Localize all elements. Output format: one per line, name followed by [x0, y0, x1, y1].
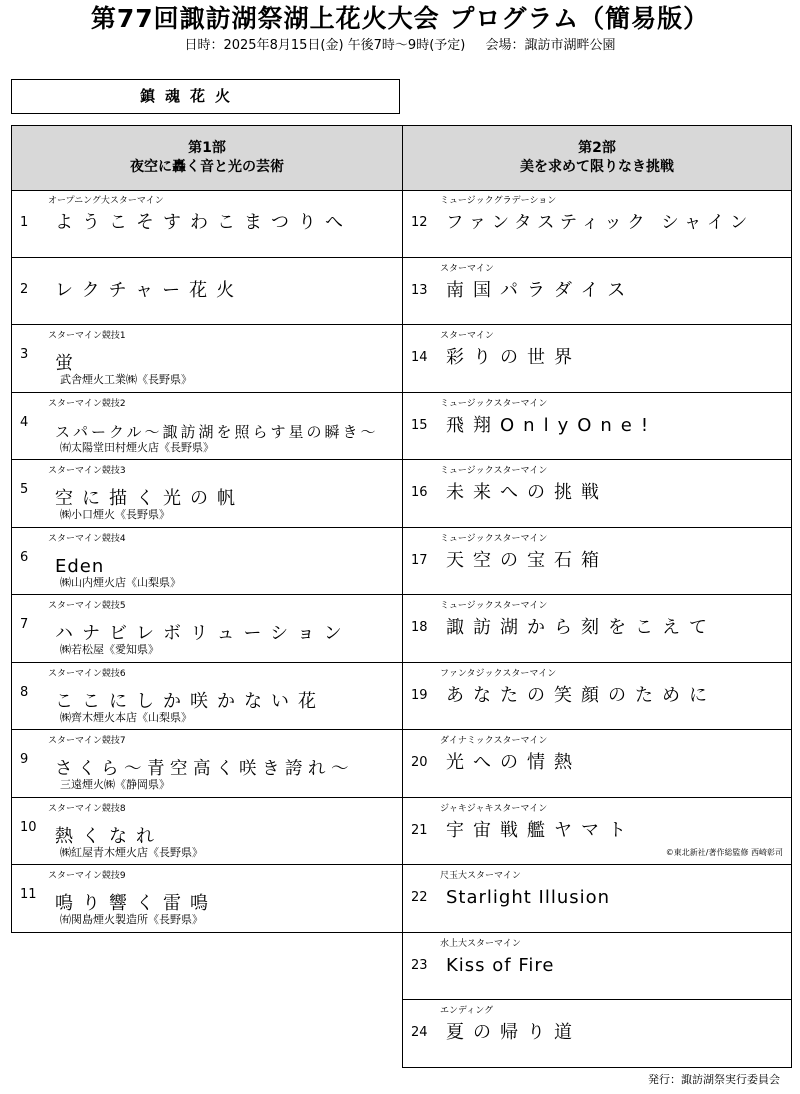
fireworks-maker: ㈲関島煙火製造所《長野県》	[60, 913, 203, 926]
program-title: 南国パラダイス	[446, 279, 635, 301]
program-number: 3	[20, 347, 29, 362]
program-number: 18	[411, 620, 428, 635]
fireworks-maker: 武舎煙火工業㈱《長野県》	[60, 373, 192, 386]
program-item	[402, 258, 792, 326]
program-category: スターマイン	[440, 331, 494, 341]
program-item	[11, 865, 403, 933]
program-title: 彩りの世界	[446, 347, 581, 368]
program-item	[402, 528, 792, 596]
program-category: ジャキジャキスターマイン	[440, 803, 548, 814]
program-number: 1	[20, 215, 29, 230]
program-title: ハナビレボリューション	[55, 623, 351, 644]
program-category: スターマイン	[440, 263, 494, 274]
program-category: スターマイン競技9	[48, 871, 126, 881]
program-category: スターマイン競技1	[48, 331, 126, 341]
program-item	[402, 865, 792, 933]
program-item	[402, 460, 792, 528]
part1-heading: 第1部	[188, 140, 226, 156]
program-title: 未来への挑戦	[446, 482, 608, 503]
program-item	[402, 595, 792, 663]
program-category: スターマイン競技3	[48, 466, 126, 476]
program-title: ファンタスティック シャイン	[446, 213, 753, 233]
program-category: ミュージックスターマイン	[440, 398, 548, 409]
fireworks-maker: ㈱齊木煙火本店《山梨県》	[60, 710, 192, 724]
program-number: 22	[411, 890, 428, 905]
program-number: 19	[411, 687, 428, 703]
program-title: Kiss of Fire	[446, 954, 555, 976]
program-number: 13	[411, 282, 428, 298]
program-category: スターマイン競技4	[48, 533, 126, 544]
part2-program-list	[402, 190, 792, 1068]
program-number: 11	[20, 887, 37, 902]
program-number: 7	[20, 617, 29, 632]
fireworks-maker: ㈱小口煙火《長野県》	[60, 508, 170, 521]
program-item	[402, 730, 792, 798]
part1-program-list	[11, 190, 403, 933]
program-category: ミュージックスターマイン	[440, 533, 548, 544]
fireworks-maker: ㈱若松屋《愛知県》	[60, 643, 159, 656]
event-venue: 会場：諏訪市湖畔公園	[485, 38, 616, 53]
program-item	[11, 595, 403, 663]
program-title: Eden	[55, 555, 105, 577]
program-number: 2	[20, 281, 29, 297]
program-number: 14	[411, 350, 428, 365]
program-item	[402, 325, 792, 393]
program-number: 6	[20, 549, 29, 565]
program-item	[11, 460, 403, 528]
program-category: ミュージックグラデーション	[440, 196, 557, 206]
program-item	[11, 325, 403, 393]
copyright-credit: ©東北新社/著作総監修 西崎彰司	[665, 847, 783, 857]
program-title: スパークル～諏訪湖を照らす星の瞬き～	[55, 422, 379, 441]
program-number: 23	[411, 957, 428, 973]
program-category: 尺玉大スターマイン	[440, 871, 521, 881]
program-number: 24	[411, 1025, 428, 1040]
event-info	[0, 37, 800, 55]
program-title: 諏訪湖から刻をこえて	[446, 617, 716, 638]
program-number: 20	[411, 755, 428, 770]
program-category: ダイナミックスターマイン	[440, 736, 548, 746]
program-title: 天空の宝石箱	[446, 549, 608, 571]
program-item	[11, 798, 403, 866]
program-title: ここにしか咲かない花	[55, 690, 325, 712]
program-category: オープニング大スターマイン	[48, 196, 164, 206]
program-item	[402, 190, 792, 258]
part2-header	[402, 125, 792, 191]
part2-subheading: 美を求めて限りなき挑戦	[520, 159, 674, 175]
fireworks-maker: ㈱山内煙火店《山梨県》	[60, 575, 181, 589]
program-category: スターマイン競技7	[48, 736, 126, 746]
program-title: レクチャー花火	[55, 279, 244, 301]
program-title: 宇宙戦艦ヤマト	[446, 819, 635, 841]
program-number: 5	[20, 482, 29, 497]
program-item	[11, 528, 403, 596]
program-title: 夏の帰り道	[446, 1022, 581, 1043]
program-item	[11, 258, 403, 326]
program-category: スターマイン競技6	[48, 668, 126, 679]
program-title: 光への情熱	[446, 752, 581, 773]
program-item	[402, 393, 792, 461]
part1-subheading: 夜空に轟く音と光の芸術	[130, 159, 284, 175]
program-title: あなたの笑顔のために	[446, 684, 716, 706]
program-title: 蛍	[55, 353, 82, 374]
part2-heading: 第2部	[578, 140, 616, 156]
part1-header	[11, 125, 403, 191]
program-number: 10	[20, 819, 37, 835]
program-item	[11, 663, 403, 731]
requiem-fireworks-label: 鎮魂花火	[11, 79, 400, 114]
program-number: 8	[20, 684, 29, 700]
program-category: ミュージックスターマイン	[440, 601, 548, 611]
program-number: 15	[411, 417, 428, 433]
program-category: ファンタジックスターマイン	[440, 668, 557, 679]
program-category: 水上大スターマイン	[440, 938, 521, 949]
program-item	[402, 933, 792, 1001]
program-title: ようこそすわこまつりへ	[55, 212, 352, 233]
program-item	[402, 1000, 792, 1068]
program-item	[11, 393, 403, 461]
program-item	[11, 730, 403, 798]
program-number: 16	[411, 485, 428, 500]
program-title: 第77回諏訪湖祭湖上花火大会 プログラム（簡易版）	[90, 4, 710, 33]
program-number: 12	[411, 215, 428, 230]
program-number: 9	[20, 752, 29, 767]
program-title: 飛翔OnlyOne!	[446, 414, 658, 436]
program-number: 17	[411, 552, 428, 568]
publisher: 発行：諏訪湖祭実行委員会	[648, 1073, 780, 1086]
fireworks-maker: 三遠煙火㈱《静岡県》	[60, 778, 170, 791]
program-item	[402, 798, 792, 866]
program-item	[11, 190, 403, 258]
program-title: さくら～青空高く咲き誇れ～	[55, 759, 354, 779]
program-title: Starlight Illusion	[446, 887, 611, 908]
event-date: 日時：2025年8月15日(金) 午後7時～9時(予定)	[184, 38, 466, 53]
program-category: スターマイン競技5	[48, 601, 126, 611]
program-category: エンディング	[440, 1006, 494, 1016]
fireworks-maker: ㈲太陽堂田村煙火店《長野県》	[60, 440, 214, 454]
program-category: ミュージックスターマイン	[440, 466, 548, 476]
program-number: 21	[411, 822, 428, 838]
program-title: 空に描く光の帆	[55, 488, 244, 509]
program-title: 熱くなれ	[55, 825, 163, 847]
program-number: 4	[20, 414, 29, 430]
program-category: スターマイン競技8	[48, 803, 126, 814]
program-title: 鳴り響く雷鳴	[55, 893, 217, 914]
program-item	[402, 663, 792, 731]
program-category: スターマイン競技2	[48, 398, 126, 409]
fireworks-maker: ㈱紅屋青木煙火店《長野県》	[60, 845, 203, 859]
